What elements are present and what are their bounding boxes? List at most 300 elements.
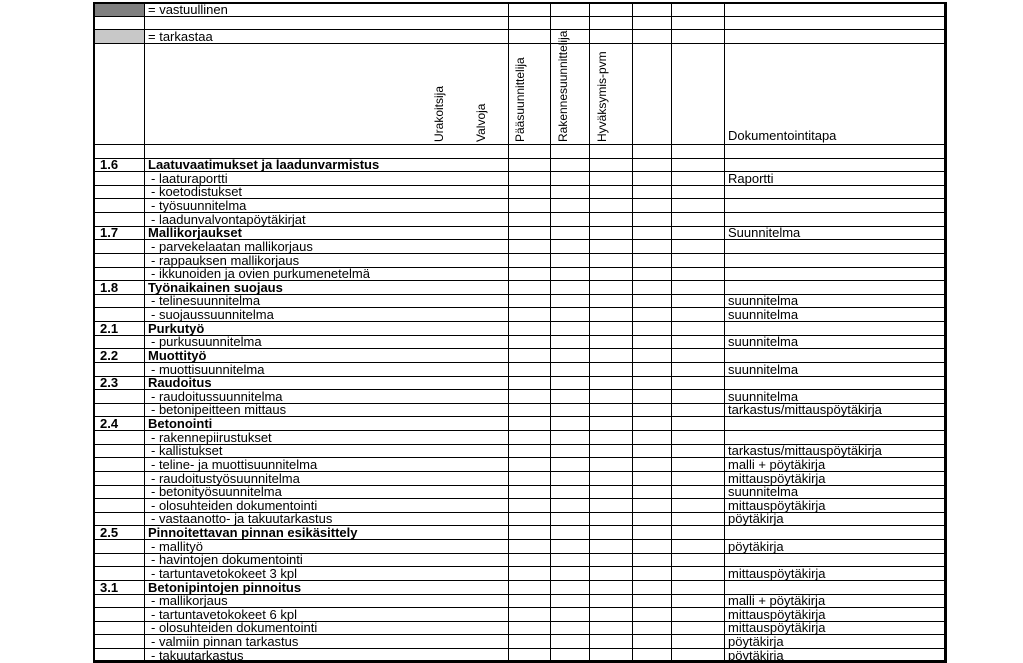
role-cell [633,540,672,554]
section-row [94,417,947,431]
documentation-cell [725,253,947,267]
item-label: - raudoitustyösuunnitelma [145,471,509,485]
role-cell [551,635,590,649]
item-label: - laadunvalvontapöytäkirjat [145,213,509,227]
role-cell [590,213,633,227]
checks-swatch [94,30,145,44]
role-cell [633,485,672,499]
role-cell [633,294,672,308]
documentation-cell: suunnitelma [725,308,947,322]
item-label: - betonityösuunnitelma [145,485,509,499]
role-cell [633,458,672,472]
section-number: 1.7 [94,226,145,240]
role-cell [590,417,633,431]
role-cell [509,172,551,186]
role-cell [633,322,672,336]
role-cell [672,621,725,635]
documentation-cell: tarkastus/mittauspöytäkirja [725,403,947,417]
role-cell [633,635,672,649]
section-row [94,526,947,540]
role-cell [672,635,725,649]
header-spacer-row [94,144,947,158]
role-cell [509,226,551,240]
section-number [94,253,145,267]
role-cell [672,390,725,404]
section-row [94,349,947,363]
item-row [94,390,947,404]
section-number: 2.2 [94,349,145,363]
role-cell [633,553,672,567]
role-cell [509,499,551,513]
column-header: Pääsuunnittelija [590,43,633,144]
item-label: - olosuhteiden dokumentointi [145,499,509,513]
role-cell [551,390,590,404]
section-number: 1.8 [94,281,145,295]
item-row [94,403,947,417]
role-cell [590,390,633,404]
section-number [94,594,145,608]
section-number [94,431,145,445]
role-cell [509,580,551,594]
role-cell [633,512,672,526]
section-number [94,553,145,567]
role-cell [509,294,551,308]
role-cell [590,267,633,281]
item-label: - betonipeitteen mittaus [145,403,509,417]
section-number [94,185,145,199]
section-number [94,403,145,417]
section-number [94,567,145,581]
item-label: - kallistukset [145,444,509,458]
role-cell [672,172,725,186]
role-cell [672,417,725,431]
role-cell [551,594,590,608]
item-label: - takuutarkastus [145,649,509,663]
role-cell [590,485,633,499]
role-cell [509,349,551,363]
role-cell [672,553,725,567]
documentation-cell [725,240,947,254]
role-cell [509,185,551,199]
documentation-cell [725,213,947,227]
item-label: - rappauksen mallikorjaus [145,253,509,267]
role-cell [590,471,633,485]
role-cell [672,526,725,540]
item-row [94,540,947,554]
role-cell [551,608,590,622]
item-label: - teline- ja muottisuunnitelma [145,458,509,472]
section-number: 2.3 [94,376,145,390]
role-cell [590,512,633,526]
documentation-cell: mittauspöytäkirja [725,608,947,622]
documentation-cell: malli + pöytäkirja [725,458,947,472]
role-cell [633,567,672,581]
role-cell [633,376,672,390]
role-cell [590,635,633,649]
documentation-cell: Suunnitelma [725,226,947,240]
role-cell [672,158,725,172]
item-row [94,635,947,649]
role-cell [551,444,590,458]
documentation-cell [725,158,947,172]
item-row [94,621,947,635]
role-cell [509,362,551,376]
item-label: - tartuntavetokokeet 3 kpl [145,567,509,581]
item-row [94,499,947,513]
documentation-cell [725,349,947,363]
item-row [94,199,947,213]
item-label: - työsuunnitelma [145,199,509,213]
section-title: Laatuvaatimukset ja laadunvarmistus [145,158,509,172]
documentation-cell: mittauspöytäkirja [725,567,947,581]
documentation-cell: suunnitelma [725,335,947,349]
role-cell [672,294,725,308]
item-row [94,512,947,526]
documentation-cell: Raportti [725,172,947,186]
item-label: - koetodistukset [145,185,509,199]
section-title: Mallikorjaukset [145,226,509,240]
role-cell [590,621,633,635]
role-cell [551,553,590,567]
role-cell [509,390,551,404]
role-cell [672,199,725,213]
section-number [94,635,145,649]
item-row [94,458,947,472]
role-cell [509,608,551,622]
role-cell [590,281,633,295]
section-number: 2.1 [94,322,145,336]
item-row [94,185,947,199]
section-title: Betonointi [145,417,509,431]
documentation-cell [725,580,947,594]
item-row [94,267,947,281]
role-cell [633,608,672,622]
role-cell [672,540,725,554]
role-cell [590,376,633,390]
role-cell [509,281,551,295]
role-cell [633,649,672,663]
role-cell [590,322,633,336]
role-cell [551,281,590,295]
item-label: - laaturaportti [145,172,509,186]
role-cell [509,308,551,322]
item-row [94,308,947,322]
section-number [94,608,145,622]
item-row [94,240,947,254]
role-cell [590,172,633,186]
role-cell [633,362,672,376]
role-cell [633,594,672,608]
column-header: Hyväksymis-pvm [672,43,725,144]
role-cell [633,580,672,594]
legend-row-checks [94,30,947,44]
section-number [94,458,145,472]
section-row [94,226,947,240]
role-cell [672,485,725,499]
section-row [94,376,947,390]
documentation-cell: pöytäkirja [725,635,947,649]
role-cell [633,417,672,431]
section-number [94,362,145,376]
documentation-cell [725,281,947,295]
role-cell [633,172,672,186]
item-row [94,608,947,622]
section-number [94,267,145,281]
role-cell [590,362,633,376]
role-cell [633,253,672,267]
role-cell [551,240,590,254]
role-cell [509,594,551,608]
item-label: - havintojen dokumentointi [145,553,509,567]
documentation-cell: suunnitelma [725,390,947,404]
role-cell [590,253,633,267]
role-cell [633,158,672,172]
documentation-cell [725,431,947,445]
role-cell [551,185,590,199]
section-row [94,580,947,594]
item-row [94,294,947,308]
role-cell [590,308,633,322]
item-label: - tartuntavetokokeet 6 kpl [145,608,509,622]
role-cell [509,240,551,254]
role-cell [509,322,551,336]
documentation-cell: tarkastus/mittauspöytäkirja [725,444,947,458]
role-cell [551,621,590,635]
section-number: 3.1 [94,580,145,594]
role-cell [633,281,672,295]
role-cell [633,403,672,417]
role-cell [672,649,725,663]
section-number [94,649,145,663]
role-cell [551,580,590,594]
column-header-doc: Dokumentointitapa [725,43,947,144]
role-cell [672,213,725,227]
section-row [94,281,947,295]
legend-label: = vastuullinen [145,3,509,17]
role-cell [509,267,551,281]
item-row [94,335,947,349]
role-cell [509,526,551,540]
section-title: Raudoitus [145,376,509,390]
role-cell [672,322,725,336]
documentation-cell [725,417,947,431]
role-cell [633,185,672,199]
role-cell [551,322,590,336]
documentation-cell: suunnitelma [725,485,947,499]
role-cell [551,362,590,376]
role-cell [672,376,725,390]
role-cell [551,335,590,349]
role-cell [633,390,672,404]
role-cell [672,362,725,376]
role-cell [633,240,672,254]
role-cell [590,458,633,472]
section-title: Purkutyö [145,322,509,336]
role-cell [551,226,590,240]
role-cell [672,308,725,322]
role-cell [672,431,725,445]
role-cell [672,580,725,594]
item-label: - vastaanotto- ja takuutarkastus [145,512,509,526]
documentation-cell: pöytäkirja [725,512,947,526]
documentation-cell [725,526,947,540]
role-cell [590,553,633,567]
documentation-cell [725,199,947,213]
role-cell [590,185,633,199]
role-cell [633,621,672,635]
role-cell [672,267,725,281]
section-row [94,158,947,172]
legend-spacer-row [94,16,947,30]
section-number: 2.4 [94,417,145,431]
role-cell [509,512,551,526]
role-cell [633,526,672,540]
item-row [94,485,947,499]
role-cell [551,349,590,363]
role-cell [509,649,551,663]
section-number [94,485,145,499]
role-cell [633,199,672,213]
item-row [94,553,947,567]
role-cell [672,499,725,513]
section-number: 1.6 [94,158,145,172]
role-cell [590,649,633,663]
role-cell [672,567,725,581]
column-header: Rakennesuunnittelija [633,43,672,144]
role-cell [590,526,633,540]
section-number [94,240,145,254]
role-cell [509,485,551,499]
section-number [94,540,145,554]
role-cell [551,649,590,663]
role-cell [551,158,590,172]
role-cell [590,226,633,240]
item-label: - rakennepiirustukset [145,431,509,445]
item-label: - raudoitussuunnitelma [145,390,509,404]
section-number [94,621,145,635]
role-cell [551,267,590,281]
role-cell [633,308,672,322]
documentation-cell: mittauspöytäkirja [725,471,947,485]
item-label: - parvekelaatan mallikorjaus [145,240,509,254]
role-cell [672,349,725,363]
role-cell [509,567,551,581]
column-header-row [94,43,947,144]
section-number [94,499,145,513]
role-cell [590,499,633,513]
role-cell [551,540,590,554]
section-number [94,444,145,458]
item-row [94,172,947,186]
role-cell [551,199,590,213]
role-cell [551,512,590,526]
item-row [94,567,947,581]
role-cell [551,431,590,445]
role-cell [551,213,590,227]
column-header: Urakoitsija [509,43,551,144]
role-cell [551,485,590,499]
role-cell [551,294,590,308]
responsible-swatch [94,3,145,17]
role-cell [672,608,725,622]
role-cell [509,403,551,417]
item-label: - muottisuunnitelma [145,362,509,376]
responsibility-table [93,2,947,663]
role-cell [590,608,633,622]
role-cell [509,635,551,649]
item-row [94,649,947,663]
section-number [94,512,145,526]
role-cell [633,226,672,240]
role-cell [509,431,551,445]
role-cell [672,185,725,199]
role-cell [633,213,672,227]
item-label: - valmiin pinnan tarkastus [145,635,509,649]
role-cell [551,253,590,267]
role-cell [509,553,551,567]
section-number [94,308,145,322]
role-cell [672,512,725,526]
documentation-cell: mittauspöytäkirja [725,621,947,635]
role-cell [590,431,633,445]
section-title: Työnaikainen suojaus [145,281,509,295]
documentation-cell: suunnitelma [725,294,947,308]
documentation-cell [725,376,947,390]
documentation-cell [725,553,947,567]
role-cell [590,594,633,608]
section-number [94,294,145,308]
documentation-cell [725,185,947,199]
item-row [94,362,947,376]
role-cell [551,458,590,472]
role-cell [633,431,672,445]
section-number: 2.5 [94,526,145,540]
role-cell [590,335,633,349]
role-cell [633,267,672,281]
role-cell [509,335,551,349]
documentation-cell: pöytäkirja [725,540,947,554]
role-cell [590,567,633,581]
role-cell [672,253,725,267]
role-cell [551,308,590,322]
role-cell [590,349,633,363]
section-title: Muottityö [145,349,509,363]
documentation-cell [725,267,947,281]
section-title: Pinnoitettavan pinnan esikäsittely [145,526,509,540]
role-cell [509,471,551,485]
role-cell [551,499,590,513]
section-number [94,390,145,404]
role-cell [551,403,590,417]
item-label: - suojaussuunnitelma [145,308,509,322]
documentation-cell: pöytäkirja [725,649,947,663]
item-label: - mallikorjaus [145,594,509,608]
role-cell [551,526,590,540]
role-cell [672,281,725,295]
item-row [94,431,947,445]
section-number [94,199,145,213]
documentation-cell: malli + pöytäkirja [725,594,947,608]
item-label: - mallityö [145,540,509,554]
role-cell [633,335,672,349]
role-cell [672,226,725,240]
section-number [94,172,145,186]
role-cell [590,540,633,554]
role-cell [633,499,672,513]
role-cell [590,580,633,594]
role-cell [551,471,590,485]
role-cell [590,158,633,172]
